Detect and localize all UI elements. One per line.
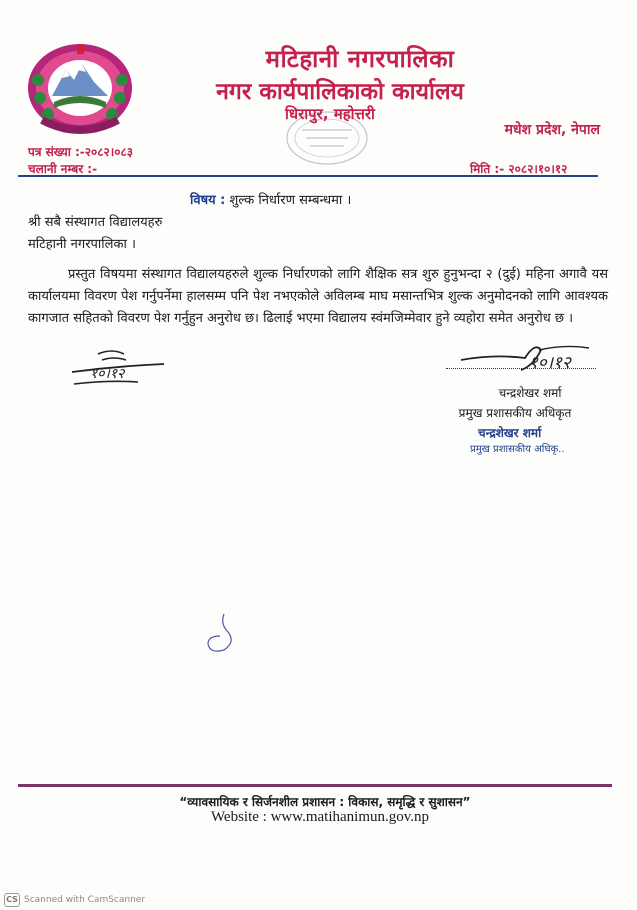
stamp-signatory-name: चन्द्रशेखर शर्मा [478, 426, 542, 440]
municipality-emblem [24, 40, 136, 136]
footer-website: Website : www.matihanimun.gov.np [210, 809, 430, 825]
letter-number: पत्र संख्या :-२०८२।०८३ [28, 145, 134, 159]
right-signature [455, 336, 595, 384]
camscanner-icon: CS [4, 893, 20, 907]
recipient-line-2: मटिहानी नगरपालिका । [28, 237, 136, 252]
office-name: नगर कार्यपालिकाको कार्यालय [216, 79, 464, 105]
letter-date: मिति :- २०८२।१०।१२ [470, 162, 568, 176]
footer-motto: “व्यावसायिक र सिर्जनशील प्रशासन : विकास, समृद्धि र सुशासन” [179, 795, 471, 809]
letter-body: प्रस्तुत विषयमा संस्थागत विद्यालयहरुले शुल्क निर्धारणको लागि शैक्षिक सत्र शुरु हुनुभन्दा २ (दुई) महिना अगावै यस कार्यालयमा विवरण पेश गर्नुपर्नेमा हालसम्म पनि पेश नभएकोले अविलम्ब माघ मसान्तभित्र शुल्क अनुमोदनको लागि आवश्यक कागजात सहितको विवरण पेश गर्नुहुन अनुरोध छ। ढिलाई भएमा विद्यालय स्वंमजिम्मेवार हुने व्यहोरा समेत अनुरोध छ । [28, 267, 608, 326]
emblem-graphic [24, 40, 136, 136]
signatory-post: प्रमुख प्रशासकीय अधिकृत [458, 406, 572, 420]
dispatch-number: चलानी नम्बर :- [28, 162, 98, 176]
left-initial-graphic [68, 344, 168, 394]
pen-scribble-graphic [200, 612, 240, 658]
pen-scribble [200, 612, 240, 658]
office-address: धिरापुर, महोत्तरी [285, 105, 375, 123]
signature-dotted-line [446, 368, 596, 369]
right-signature-graphic [455, 336, 595, 384]
recipient-line-1: श्री सबै संस्थागत विद्यालयहरु [28, 215, 163, 230]
province-line: मधेश प्रदेश, नेपाल [504, 122, 600, 138]
signatory-name: चन्द्रशेखर शर्मा [498, 386, 562, 400]
camscanner-label: Scanned with CamScanner [24, 895, 146, 905]
stamp-signatory-post: प्रमुख प्रशासकीय अधिकृ.. [470, 444, 565, 455]
municipality-name: मटिहानी नगरपालिका [265, 45, 455, 73]
subject-line [190, 190, 490, 208]
svg-text:१०।१२: १०।१२ [90, 366, 125, 382]
subject-label: विषय : [190, 193, 226, 208]
left-initial-signature [68, 344, 168, 394]
svg-text:१०।१२: १०।१२ [529, 353, 571, 373]
subject-text: शुल्क निर्धारण सम्बन्धमा । [229, 193, 352, 208]
header-divider [18, 175, 598, 177]
camscanner-watermark [4, 893, 145, 907]
footer-divider [18, 784, 612, 787]
